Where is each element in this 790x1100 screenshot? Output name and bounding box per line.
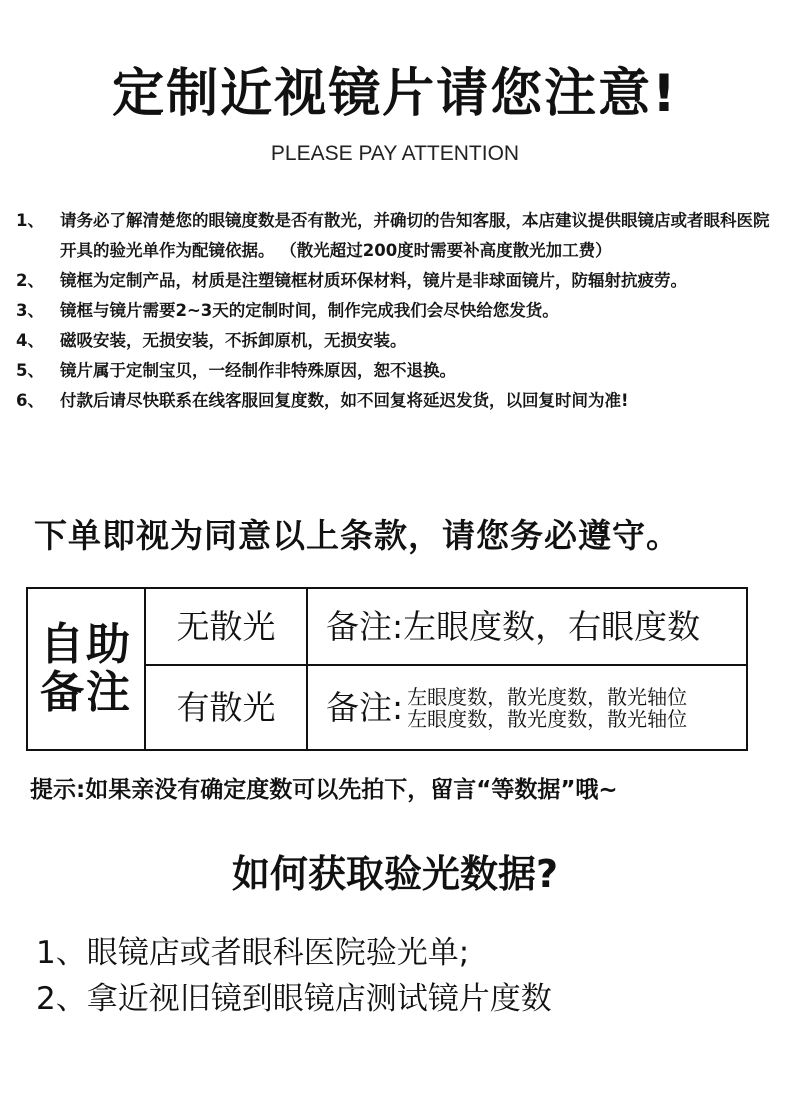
tip-text: 提示:如果亲没有确定度数可以先拍下，留言“等数据”哦~ [30,777,618,803]
remark-prefix: 备注: [326,606,404,646]
astigmatism-type-cell: 无散光 [145,588,307,665]
remark-cell [307,588,747,665]
notice-item [16,326,778,356]
notice-text: 付款后请尽快联系在线客服回复度数，如不回复将延迟发货，以回复时间为准! [60,391,629,410]
notice-text: 镜片属于定制宝贝，一经制作非特殊原因，恕不退换。 [60,361,456,380]
notice-item [16,296,778,326]
remark-wrap [326,686,746,730]
notice-text: 镜框为定制产品，材质是注塑镜框材质环保材料，镜片是非球面镜片，防辐射抗疲劳。 [60,271,687,290]
remark-format-line: 左眼度数，散光度数，散光轴位 [407,684,688,709]
page-subtitle: PLEASE PAY ATTENTION [270,142,520,165]
self-remark-label [27,588,145,750]
notice-item [16,386,778,416]
notice-item [16,206,778,266]
remark-table [26,587,748,751]
remark-prefix: 备注: [326,687,404,727]
notice-number: 5、 [16,361,44,380]
howto-step: 1、眼镜店或者眼科医院验光单; [36,935,470,971]
astigmatism-type-cell: 有散光 [145,665,307,750]
remark-cell [307,665,747,750]
howto-title: 如何获取验光数据? [231,852,559,896]
label-line: 备注 [40,667,132,718]
table-row [27,588,747,665]
howto-step: 2、拿近视旧镜到眼镜店测试镜片度数 [36,981,552,1017]
notice-item [16,356,778,386]
notice-number: 3、 [16,301,44,320]
notice-text: 请务必了解清楚您的眼镜度数是否有散光，并确切的告知客服，本店建议提供眼镜店或者眼科医院开具的验光单作为配镜依据。 （散光超过200度时需要补高度散光加工费） [60,211,770,260]
notice-text: 镜框与镜片需要2~3天的定制时间，制作完成我们会尽快给您发货。 [60,301,559,320]
label-line: 自助 [40,619,132,670]
notice-text: 磁吸安装，无损安装，不拆卸原机，无损安装。 [60,331,407,350]
remark-format: 左眼度数，右眼度数 [403,606,701,646]
notice-number: 1、 [16,211,44,230]
page-title: 定制近视镜片请您注意! [112,64,678,124]
remark-lines [407,686,687,730]
notice-number: 2、 [16,271,44,290]
remark-format-line: 左眼度数，散光度数，散光轴位 [407,706,688,731]
howto-steps [36,930,776,1022]
notice-list [16,206,778,416]
notice-number: 4、 [16,331,44,350]
notice-number: 6、 [16,391,44,410]
agreement-statement: 下单即视为同意以上条款，请您务必遵守。 [34,516,680,555]
notice-item [16,266,778,296]
